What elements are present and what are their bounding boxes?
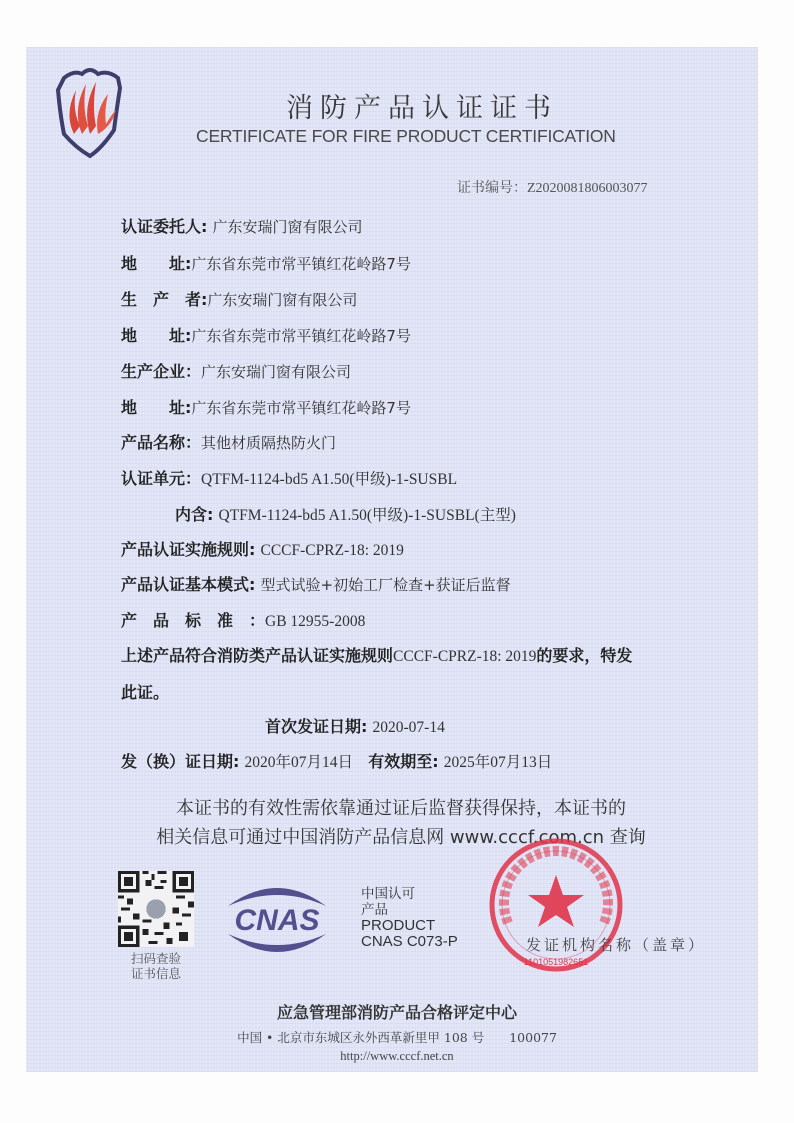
field-producer-address: 地 址:广东省东莞市常平镇红花岭路7号 (121, 326, 411, 345)
svg-text:1101051982651: 1101051982651 (523, 957, 589, 967)
issue-and-validity: 发（换）证日期: 2020年07月14日 有效期至: 2025年07月13日 (121, 752, 553, 771)
field-cert-unit: 认证单元：QTFM-1124-bd5 A1.50(甲级)-1-SUSBL (121, 469, 458, 488)
certificate-number (457, 177, 648, 197)
svg-text:CNAS: CNAS (234, 904, 320, 937)
field-producer: 生 产 者:广东安瑞门窗有限公司 (121, 290, 358, 309)
cnas-logo-icon (218, 876, 336, 962)
qr-code-icon[interactable] (118, 871, 194, 947)
qr-caption: 扫码查验 证书信息 (130, 951, 181, 981)
field-product-name: 产品名称：其他材质隔热防火门 (121, 433, 337, 452)
field-standard: 产 品 标 准 ：GB 12955-2008 (121, 611, 366, 630)
field-manufacturer-address: 地 址:广东省东莞市常平镇红花岭路7号 (121, 398, 411, 417)
field-client: 认证委托人: 广东安瑞门窗有限公司 (121, 217, 363, 236)
issuer-label: 发证机构名称（盖章） (526, 936, 707, 954)
organization-address: 中国 • 北京市东城区永外西革新里甲 108 号 100077 (237, 1030, 557, 1045)
certificate-number-value: Z2020081806003077 (527, 181, 648, 196)
field-includes: 内含: QTFM-1124-bd5 A1.50(甲级)-1-SUSBL(主型) (175, 505, 516, 524)
field-manufacturer: 生产企业：广东安瑞门窗有限公司 (121, 362, 352, 381)
validity-notice-line-2: 相关信息可通过中国消防产品信息网 www.cccf.com.cn 查询 (156, 827, 646, 848)
cnas-accreditation: 中国认可 产品 PRODUCT CNAS C073-P (361, 886, 458, 950)
field-rules: 产品认证实施规则: CCCF-CPRZ-18: 2019 (121, 540, 404, 559)
certificate-title: 消防产品认证证书 (286, 93, 558, 124)
certificate-title-english: CERTIFICATE FOR FIRE PRODUCT CERTIFICATION (196, 126, 616, 146)
certificate-number-label: 证书编号： (457, 180, 527, 196)
statement-line-1: 上述产品符合消防类产品认证实施规则CCCF-CPRZ-18: 2019的要求，特发 (121, 646, 633, 665)
statement-line-2: 此证。 (121, 683, 170, 702)
field-client-address: 地 址:广东省东莞市常平镇红花岭路7号 (121, 254, 411, 273)
validity-notice-line-1: 本证书的有效性需依靠通过证后监督获得保持，本证书的 (176, 798, 626, 819)
field-mode: 产品认证基本模式: 型式试验+初始工厂检查+获证后监督 (121, 575, 511, 594)
first-issue-date: 首次发证日期: 2020-07-14 (265, 717, 445, 736)
issuing-organization: 应急管理部消防产品合格评定中心 (276, 1003, 517, 1022)
organization-website-link[interactable]: http://www.cccf.net.cn (340, 1049, 454, 1063)
